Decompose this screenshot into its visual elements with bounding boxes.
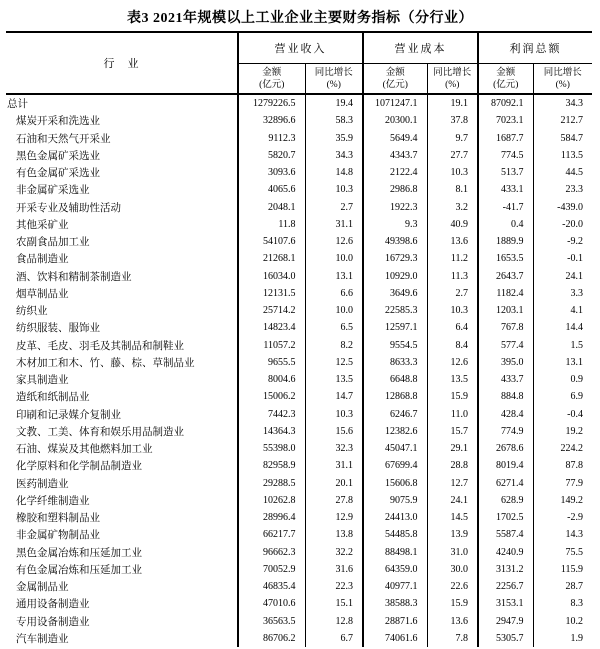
value-cell: 8.2 xyxy=(305,337,363,354)
value-cell: 40.9 xyxy=(427,216,478,233)
table-row xyxy=(6,492,592,509)
value-cell: 9112.3 xyxy=(238,130,305,147)
industry-cell: 医药制造业 xyxy=(16,478,69,490)
value-cell: 88498.1 xyxy=(363,544,427,561)
table-row xyxy=(6,130,592,147)
table-row xyxy=(6,216,592,233)
table-title: 表3 2021年规模以上工业企业主要财务指标（分行业） xyxy=(127,11,473,26)
industry-cell: 皮革、毛皮、羽毛及其制品和制鞋业 xyxy=(16,340,184,352)
value-cell: 4343.7 xyxy=(363,147,427,164)
growth-unit: (%) xyxy=(445,79,460,90)
value-cell: 224.2 xyxy=(533,440,592,457)
cost-amount-header xyxy=(363,64,427,95)
value-cell: 6246.7 xyxy=(363,406,427,423)
industry-cell: 其他采矿业 xyxy=(16,219,69,231)
value-cell: 64359.0 xyxy=(363,561,427,578)
value-cell: 1071247.1 xyxy=(363,94,427,112)
value-cell: 54107.6 xyxy=(238,233,305,250)
value-cell: 1922.3 xyxy=(363,199,427,216)
table-body xyxy=(6,94,592,647)
value-cell: 113.5 xyxy=(533,147,592,164)
value-cell: 3093.6 xyxy=(238,164,305,181)
value-cell: 11057.2 xyxy=(238,337,305,354)
value-cell: 4240.9 xyxy=(478,544,533,561)
growth-unit: (%) xyxy=(326,79,341,90)
value-cell: 19.2 xyxy=(533,423,592,440)
table-row xyxy=(6,94,592,112)
value-cell: 13.5 xyxy=(427,371,478,388)
value-cell: 6.6 xyxy=(305,285,363,302)
industry-cell: 纺织业 xyxy=(16,306,48,318)
value-cell: 5587.4 xyxy=(478,526,533,543)
value-cell: 13.8 xyxy=(305,526,363,543)
growth-label: 同比增长 xyxy=(433,67,472,78)
value-cell: 31.6 xyxy=(305,561,363,578)
table-row xyxy=(6,475,592,492)
amount-label: 金额 xyxy=(496,67,516,78)
value-cell: 774.5 xyxy=(478,147,533,164)
industry-cell: 化学纤维制造业 xyxy=(16,495,90,507)
industry-cell: 黑色金属矿采选业 xyxy=(16,150,100,162)
industry-cell: 木材加工和木、竹、藤、棕、草制品业 xyxy=(16,357,195,369)
table-row xyxy=(6,406,592,423)
industry-cell: 总计 xyxy=(7,99,28,111)
value-cell: 1203.1 xyxy=(478,302,533,319)
value-cell: 37.8 xyxy=(427,112,478,129)
growth-unit: (%) xyxy=(555,79,570,90)
value-cell: 4.1 xyxy=(533,302,592,319)
value-cell: 7442.3 xyxy=(238,406,305,423)
value-cell: 1182.4 xyxy=(478,285,533,302)
value-cell: 38588.3 xyxy=(363,595,427,612)
value-cell: 395.0 xyxy=(478,354,533,371)
value-cell: 12.6 xyxy=(427,354,478,371)
value-cell: 7.8 xyxy=(427,630,478,647)
value-cell: 428.4 xyxy=(478,406,533,423)
value-cell: 54485.8 xyxy=(363,526,427,543)
table-row xyxy=(6,337,592,354)
value-cell: 36563.5 xyxy=(238,613,305,630)
table-row xyxy=(6,613,592,630)
industry-cell: 专用设备制造业 xyxy=(16,616,90,628)
value-cell: 767.8 xyxy=(478,319,533,336)
value-cell: 13.6 xyxy=(427,233,478,250)
value-cell: 1.9 xyxy=(533,630,592,647)
value-cell: 24413.0 xyxy=(363,509,427,526)
value-cell: 19.4 xyxy=(305,94,363,112)
table-row xyxy=(6,233,592,250)
value-cell: 82958.9 xyxy=(238,457,305,474)
value-cell: 13.1 xyxy=(533,354,592,371)
value-cell: 32896.6 xyxy=(238,112,305,129)
value-cell: -2.9 xyxy=(533,509,592,526)
table-row xyxy=(6,457,592,474)
value-cell: 6.4 xyxy=(427,319,478,336)
value-cell: 10929.0 xyxy=(363,268,427,285)
value-cell: 149.2 xyxy=(533,492,592,509)
industry-cell: 农副食品加工业 xyxy=(16,237,90,249)
value-cell: 86706.2 xyxy=(238,630,305,647)
value-cell: 884.8 xyxy=(478,388,533,405)
industry-cell: 开采专业及辅助性活动 xyxy=(16,202,121,214)
value-cell: 9.3 xyxy=(363,216,427,233)
value-cell: 96662.3 xyxy=(238,544,305,561)
industry-cell: 黑色金属冶炼和压延加工业 xyxy=(16,547,142,559)
value-cell: 2.7 xyxy=(305,199,363,216)
value-cell: 31.1 xyxy=(305,216,363,233)
value-cell: 28871.6 xyxy=(363,613,427,630)
value-cell: 77.9 xyxy=(533,475,592,492)
value-cell: 433.1 xyxy=(478,181,533,198)
value-cell: 11.3 xyxy=(427,268,478,285)
value-cell: 12382.6 xyxy=(363,423,427,440)
value-cell: 13.5 xyxy=(305,371,363,388)
value-cell: 87092.1 xyxy=(478,94,533,112)
value-cell: 212.7 xyxy=(533,112,592,129)
industry-cell: 非金属矿物制品业 xyxy=(16,530,100,542)
value-cell: 31.0 xyxy=(427,544,478,561)
value-cell: 8.4 xyxy=(427,337,478,354)
value-cell: 11.2 xyxy=(427,250,478,267)
amount-label: 金额 xyxy=(262,67,282,78)
value-cell: 16729.3 xyxy=(363,250,427,267)
value-cell: 3.3 xyxy=(533,285,592,302)
value-cell: 44.5 xyxy=(533,164,592,181)
table-header xyxy=(6,32,592,94)
value-cell: 8.1 xyxy=(427,181,478,198)
table-row xyxy=(6,199,592,216)
value-cell: 14364.3 xyxy=(238,423,305,440)
table-row xyxy=(6,354,592,371)
value-cell: 628.9 xyxy=(478,492,533,509)
value-cell: 3649.6 xyxy=(363,285,427,302)
value-cell: 1889.9 xyxy=(478,233,533,250)
value-cell: 11.0 xyxy=(427,406,478,423)
value-cell: 13.1 xyxy=(305,268,363,285)
value-cell: 10.2 xyxy=(533,613,592,630)
value-cell: 0.4 xyxy=(478,216,533,233)
value-cell: 74061.6 xyxy=(363,630,427,647)
value-cell: 29288.5 xyxy=(238,475,305,492)
table-row xyxy=(6,181,592,198)
value-cell: 2256.7 xyxy=(478,578,533,595)
value-cell: 15.6 xyxy=(305,423,363,440)
industry-cell: 化学原料和化学制品制造业 xyxy=(16,461,142,473)
value-cell: 46835.4 xyxy=(238,578,305,595)
group-header-profit: 利润总额 xyxy=(478,32,592,64)
value-cell: 29.1 xyxy=(427,440,478,457)
value-cell: 8004.6 xyxy=(238,371,305,388)
table-row xyxy=(6,630,592,647)
value-cell: -41.7 xyxy=(478,199,533,216)
industry-cell: 金属制品业 xyxy=(16,582,69,594)
industry-cell: 有色金属冶炼和压延加工业 xyxy=(16,564,142,576)
value-cell: -9.2 xyxy=(533,233,592,250)
value-cell: 6271.4 xyxy=(478,475,533,492)
industry-column-header: 行 业 xyxy=(6,32,238,94)
value-cell: 1279226.5 xyxy=(238,94,305,112)
value-cell: 5820.7 xyxy=(238,147,305,164)
value-cell: 14.4 xyxy=(533,319,592,336)
value-cell: 31.1 xyxy=(305,457,363,474)
table-row xyxy=(6,561,592,578)
value-cell: 7023.1 xyxy=(478,112,533,129)
industry-cell: 酒、饮料和精制茶制造业 xyxy=(16,271,132,283)
value-cell: 10.0 xyxy=(305,250,363,267)
industry-cell: 有色金属矿采选业 xyxy=(16,168,100,180)
value-cell: 22.6 xyxy=(427,578,478,595)
table-row xyxy=(6,268,592,285)
value-cell: 14.8 xyxy=(305,164,363,181)
value-cell: 15.9 xyxy=(427,595,478,612)
value-cell: 2.7 xyxy=(427,285,478,302)
value-cell: 28.8 xyxy=(427,457,478,474)
value-cell: 15006.2 xyxy=(238,388,305,405)
value-cell: 21268.1 xyxy=(238,250,305,267)
group-header-revenue: 营业收入 xyxy=(238,32,363,64)
value-cell: 14.3 xyxy=(533,526,592,543)
table-row xyxy=(6,388,592,405)
value-cell: 2048.1 xyxy=(238,199,305,216)
financial-indicators-table xyxy=(6,31,592,647)
value-cell: 1702.5 xyxy=(478,509,533,526)
amount-unit: (亿元) xyxy=(382,79,408,90)
value-cell: 87.8 xyxy=(533,457,592,474)
amount-unit: (亿元) xyxy=(259,79,285,90)
table-row xyxy=(6,423,592,440)
table-row xyxy=(6,250,592,267)
table-row xyxy=(6,164,592,181)
value-cell: 12868.8 xyxy=(363,388,427,405)
value-cell: 34.3 xyxy=(533,94,592,112)
revenue-growth-header xyxy=(305,64,363,95)
value-cell: 15.1 xyxy=(305,595,363,612)
value-cell: 20.1 xyxy=(305,475,363,492)
value-cell: 14.7 xyxy=(305,388,363,405)
value-cell: 12.5 xyxy=(305,354,363,371)
value-cell: 27.8 xyxy=(305,492,363,509)
industry-cell: 烟草制品业 xyxy=(16,288,69,300)
value-cell: 30.0 xyxy=(427,561,478,578)
value-cell: 23.3 xyxy=(533,181,592,198)
value-cell: 32.3 xyxy=(305,440,363,457)
table-row xyxy=(6,371,592,388)
value-cell: 22.3 xyxy=(305,578,363,595)
value-cell: 55398.0 xyxy=(238,440,305,457)
value-cell: 13.6 xyxy=(427,613,478,630)
value-cell: 3153.1 xyxy=(478,595,533,612)
value-cell: 3.2 xyxy=(427,199,478,216)
value-cell: 12.8 xyxy=(305,613,363,630)
value-cell: 11.8 xyxy=(238,216,305,233)
value-cell: 10262.8 xyxy=(238,492,305,509)
industry-cell: 通用设备制造业 xyxy=(16,599,90,611)
table-row xyxy=(6,147,592,164)
table-row xyxy=(6,440,592,457)
value-cell: 9075.9 xyxy=(363,492,427,509)
value-cell: 433.7 xyxy=(478,371,533,388)
value-cell: 8633.3 xyxy=(363,354,427,371)
value-cell: 6.7 xyxy=(305,630,363,647)
value-cell: 35.9 xyxy=(305,130,363,147)
value-cell: 6.5 xyxy=(305,319,363,336)
industry-cell: 橡胶和塑料制品业 xyxy=(16,513,100,525)
value-cell: 49398.6 xyxy=(363,233,427,250)
value-cell: 12.6 xyxy=(305,233,363,250)
value-cell: 14.5 xyxy=(427,509,478,526)
value-cell: 8.3 xyxy=(533,595,592,612)
value-cell: 774.9 xyxy=(478,423,533,440)
value-cell: 5649.4 xyxy=(363,130,427,147)
value-cell: 10.0 xyxy=(305,302,363,319)
industry-cell: 石油、煤炭及其他燃料加工业 xyxy=(16,444,153,456)
value-cell: 28.7 xyxy=(533,578,592,595)
value-cell: 13.9 xyxy=(427,526,478,543)
profit-amount-header xyxy=(478,64,533,95)
amount-label: 金额 xyxy=(385,67,405,78)
value-cell: 16034.0 xyxy=(238,268,305,285)
value-cell: 2947.9 xyxy=(478,613,533,630)
industry-cell: 家具制造业 xyxy=(16,375,69,387)
table-row xyxy=(6,319,592,336)
value-cell: 25714.2 xyxy=(238,302,305,319)
value-cell: 1687.7 xyxy=(478,130,533,147)
value-cell: 40977.1 xyxy=(363,578,427,595)
growth-label: 同比增长 xyxy=(543,67,582,78)
value-cell: 577.4 xyxy=(478,337,533,354)
value-cell: 10.3 xyxy=(427,302,478,319)
value-cell: 27.7 xyxy=(427,147,478,164)
value-cell: 75.5 xyxy=(533,544,592,561)
profit-growth-header xyxy=(533,64,592,95)
value-cell: 513.7 xyxy=(478,164,533,181)
value-cell: 584.7 xyxy=(533,130,592,147)
value-cell: 32.2 xyxy=(305,544,363,561)
value-cell: 1653.5 xyxy=(478,250,533,267)
value-cell: -0.1 xyxy=(533,250,592,267)
table-row xyxy=(6,509,592,526)
value-cell: 67699.4 xyxy=(363,457,427,474)
value-cell: 0.9 xyxy=(533,371,592,388)
value-cell: 5305.7 xyxy=(478,630,533,647)
growth-label: 同比增长 xyxy=(314,67,353,78)
value-cell: 12.7 xyxy=(427,475,478,492)
cost-growth-header xyxy=(427,64,478,95)
value-cell: 15.7 xyxy=(427,423,478,440)
value-cell: 10.3 xyxy=(305,181,363,198)
value-cell: 70052.9 xyxy=(238,561,305,578)
industry-cell: 纺织服装、服饰业 xyxy=(16,323,100,335)
value-cell: 58.3 xyxy=(305,112,363,129)
value-cell: 6.9 xyxy=(533,388,592,405)
value-cell: 4065.6 xyxy=(238,181,305,198)
value-cell: 15606.8 xyxy=(363,475,427,492)
table-row xyxy=(6,302,592,319)
industry-cell: 食品制造业 xyxy=(16,254,69,266)
industry-cell: 煤炭开采和洗选业 xyxy=(16,116,100,128)
value-cell: 12.9 xyxy=(305,509,363,526)
value-cell: 10.3 xyxy=(427,164,478,181)
value-cell: 3131.2 xyxy=(478,561,533,578)
amount-unit: (亿元) xyxy=(493,79,519,90)
value-cell: 45047.1 xyxy=(363,440,427,457)
value-cell: 9655.5 xyxy=(238,354,305,371)
value-cell: 2122.4 xyxy=(363,164,427,181)
value-cell: 6648.8 xyxy=(363,371,427,388)
value-cell: 28996.4 xyxy=(238,509,305,526)
group-header-row xyxy=(6,32,592,64)
value-cell: -0.4 xyxy=(533,406,592,423)
table-row xyxy=(6,578,592,595)
table-row xyxy=(6,595,592,612)
value-cell: 20300.1 xyxy=(363,112,427,129)
value-cell: 19.1 xyxy=(427,94,478,112)
value-cell: -20.0 xyxy=(533,216,592,233)
table-row xyxy=(6,112,592,129)
value-cell: -439.0 xyxy=(533,199,592,216)
table-row xyxy=(6,544,592,561)
value-cell: 2986.8 xyxy=(363,181,427,198)
value-cell: 15.9 xyxy=(427,388,478,405)
value-cell: 9554.5 xyxy=(363,337,427,354)
value-cell: 8019.4 xyxy=(478,457,533,474)
value-cell: 24.1 xyxy=(533,268,592,285)
value-cell: 12131.5 xyxy=(238,285,305,302)
industry-cell: 印刷和记录媒介复制业 xyxy=(16,409,121,421)
table-row xyxy=(6,526,592,543)
value-cell: 24.1 xyxy=(427,492,478,509)
industry-cell: 石油和天然气开采业 xyxy=(16,133,111,145)
group-header-cost: 营业成本 xyxy=(363,32,478,64)
industry-cell: 非金属矿采选业 xyxy=(16,185,90,197)
value-cell: 10.3 xyxy=(305,406,363,423)
value-cell: 22585.3 xyxy=(363,302,427,319)
table-row xyxy=(6,285,592,302)
value-cell: 115.9 xyxy=(533,561,592,578)
industry-cell: 文教、工美、体育和娱乐用品制造业 xyxy=(16,426,184,438)
value-cell: 1.5 xyxy=(533,337,592,354)
industry-cell: 造纸和纸制品业 xyxy=(16,392,90,404)
value-cell: 47010.6 xyxy=(238,595,305,612)
value-cell: 66217.7 xyxy=(238,526,305,543)
value-cell: 14823.4 xyxy=(238,319,305,336)
revenue-amount-header xyxy=(238,64,305,95)
value-cell: 2678.6 xyxy=(478,440,533,457)
value-cell: 34.3 xyxy=(305,147,363,164)
value-cell: 2643.7 xyxy=(478,268,533,285)
industry-cell: 汽车制造业 xyxy=(16,633,69,645)
value-cell: 9.7 xyxy=(427,130,478,147)
value-cell: 12597.1 xyxy=(363,319,427,336)
